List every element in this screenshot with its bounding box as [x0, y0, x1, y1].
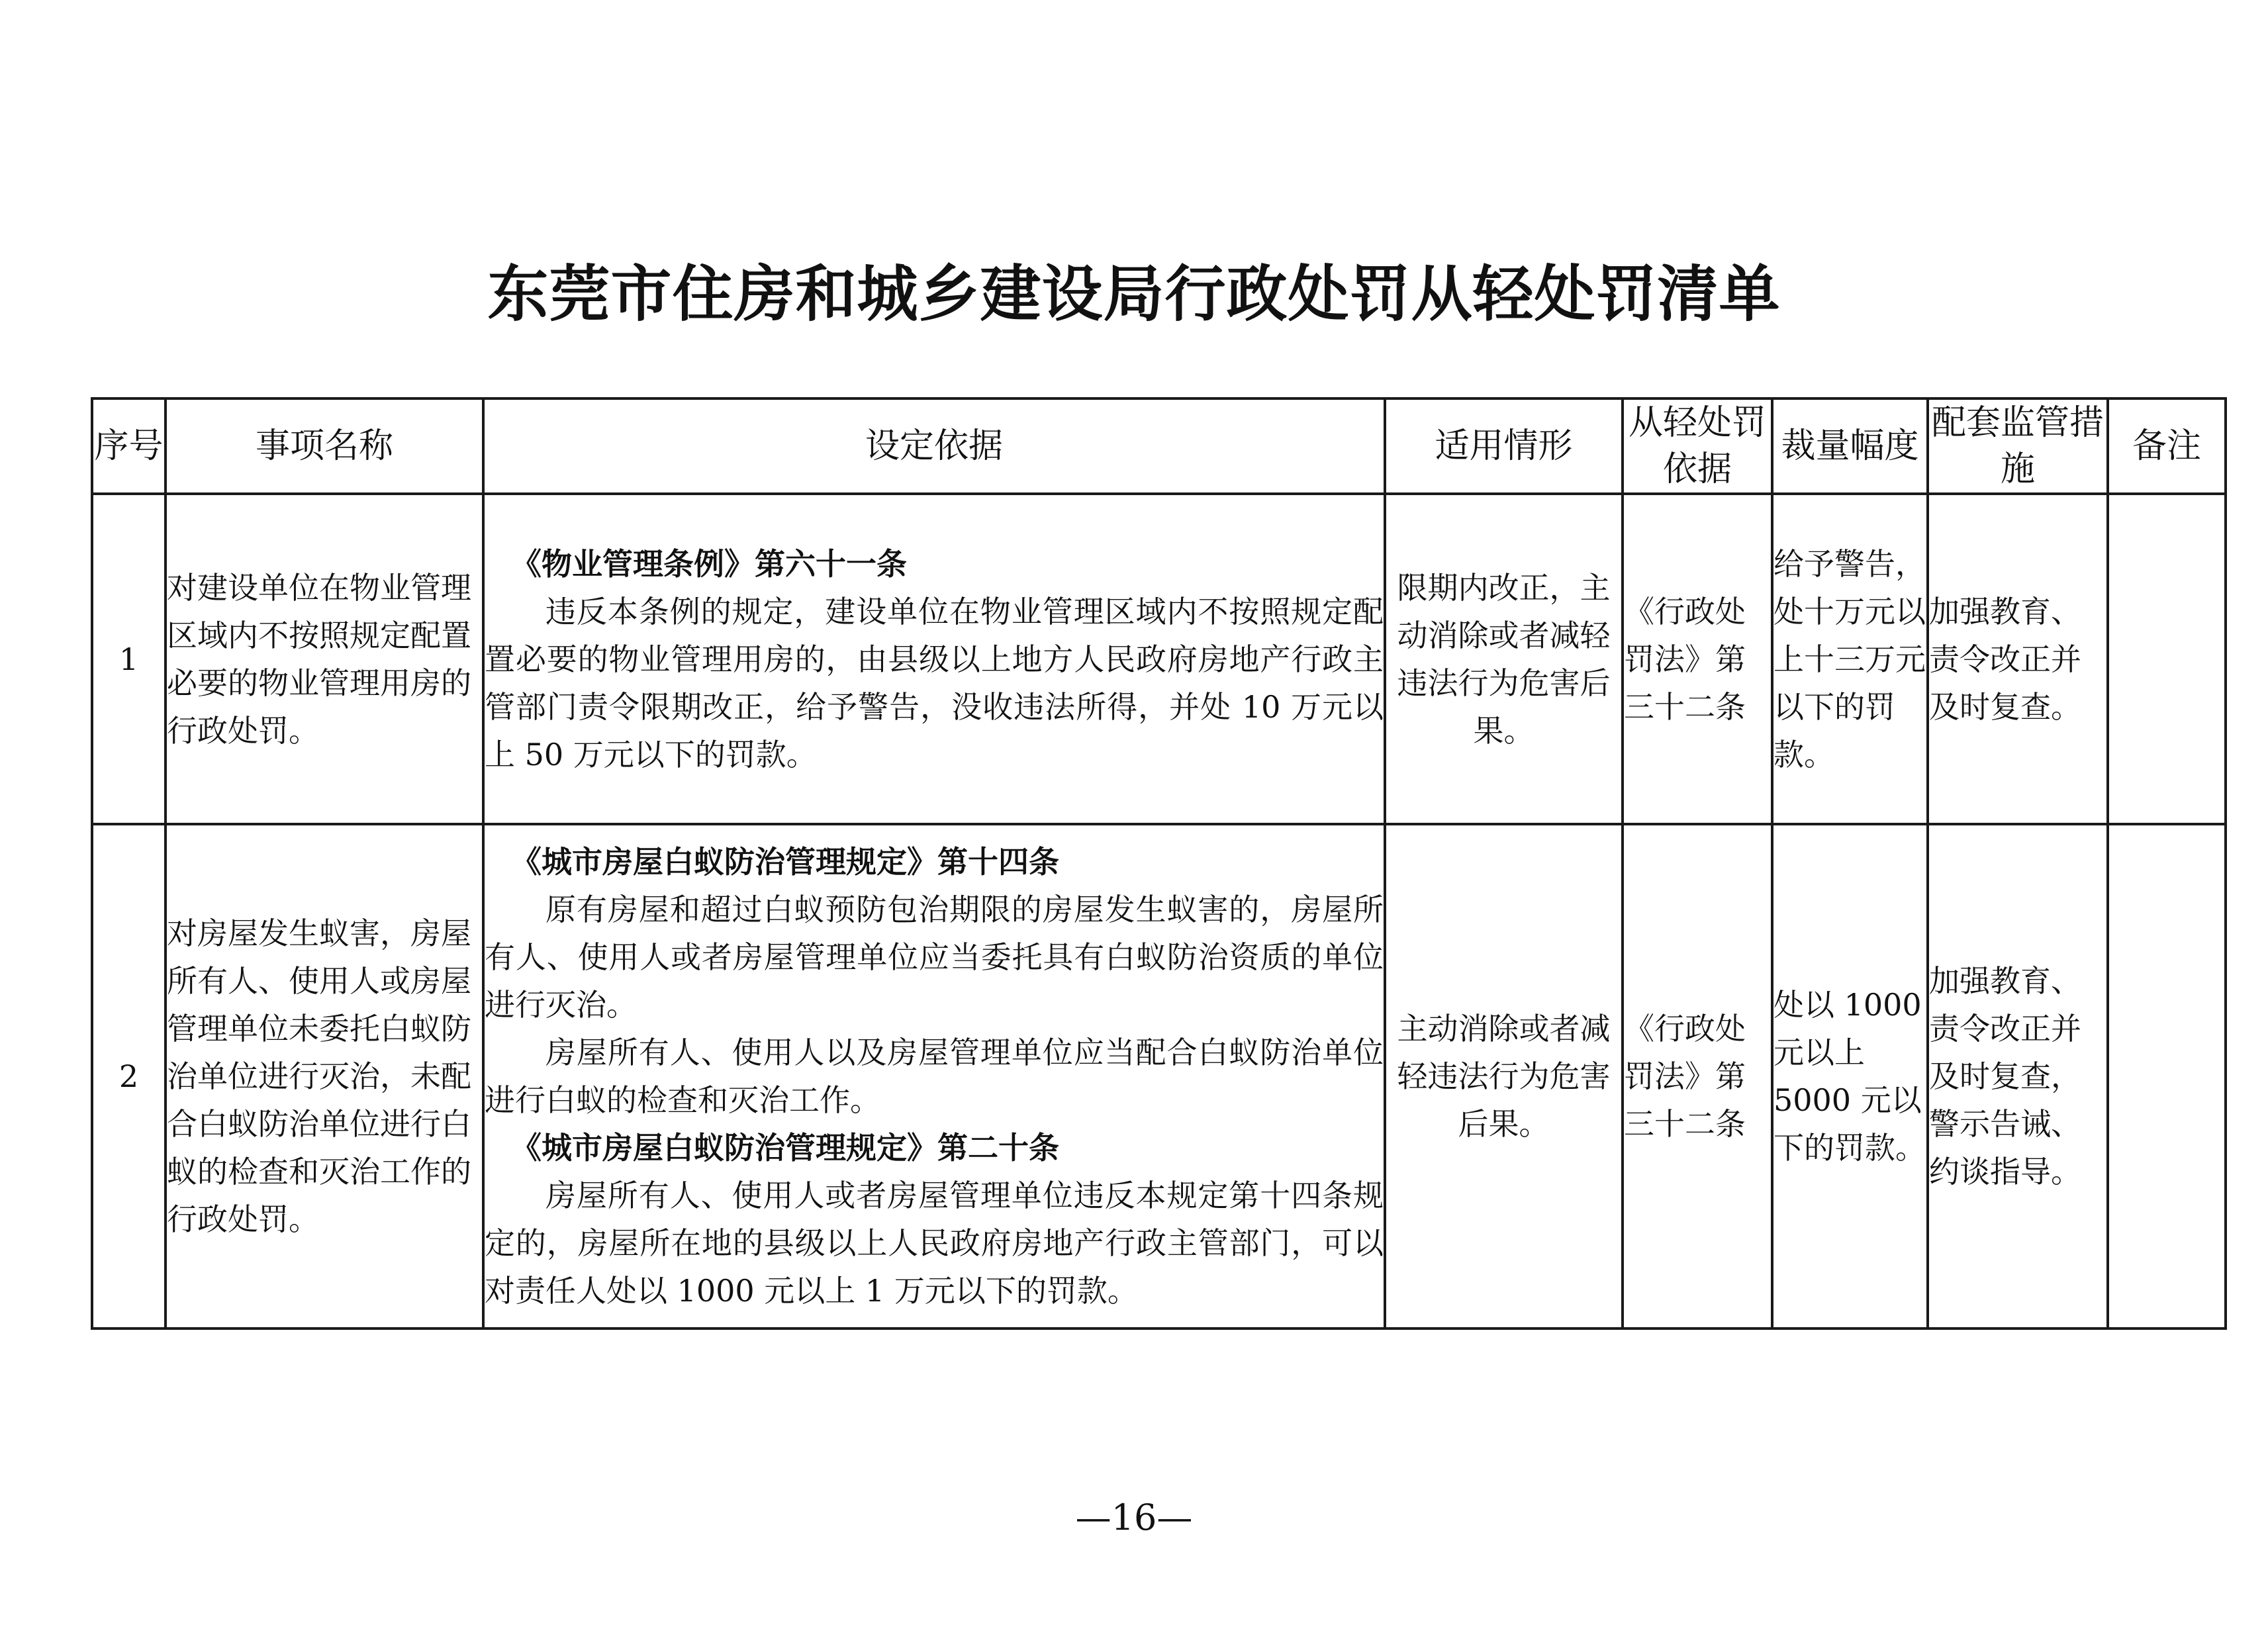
- cell-basis: [483, 494, 1385, 824]
- cell-reference: 《行政处罚法》第三十二条: [1623, 824, 1772, 1328]
- table-header-row: [92, 398, 2226, 494]
- header-measures: 配套监管措施: [1928, 398, 2108, 494]
- cell-range: 给予警告，处十万元以上十三万元以下的罚款。: [1772, 494, 1928, 824]
- law-title: 《城市房屋白蚁防治管理规定》第二十条: [511, 1130, 1059, 1166]
- cell-reference: 《行政处罚法》第三十二条: [1623, 494, 1772, 824]
- header-situation: 适用情形: [1385, 398, 1623, 494]
- cell-no: 2: [92, 824, 165, 1328]
- penalty-table: [91, 397, 2227, 1330]
- page-number: —16—: [1075, 1497, 1193, 1538]
- cell-remarks: [2108, 494, 2226, 824]
- header-remarks: 备注: [2108, 398, 2226, 494]
- page-title: 东莞市住房和城乡建设局行政处罚从轻处罚清单: [487, 259, 1781, 330]
- law-text: 房屋所有人、使用人以及房屋管理单位应当配合白蚁防治单位进行白蚁的检查和灭治工作。: [485, 1035, 1384, 1118]
- header-basis: 设定依据: [483, 398, 1385, 494]
- header-name: 事项名称: [165, 398, 483, 494]
- table-row: [92, 494, 2226, 824]
- cell-situation: 限期内改正，主动消除或者减轻违法行为危害后果。: [1385, 494, 1623, 824]
- cell-situation: 主动消除或者减轻违法行为危害后果。: [1385, 824, 1623, 1328]
- cell-measures: 加强教育、责令改正并及时复查。: [1928, 494, 2108, 824]
- header-range: 裁量幅度: [1772, 398, 1928, 494]
- cell-name: 对建设单位在物业管理区域内不按照规定配置必要的物业管理用房的行政处罚。: [165, 494, 483, 824]
- cell-remarks: [2108, 824, 2226, 1328]
- cell-name: 对房屋发生蚁害，房屋所有人、使用人或房屋管理单位未委托白蚁防治单位进行灭治，未配合白蚁防治单位进行白蚁的检查和灭治工作的行政处罚。: [165, 824, 483, 1328]
- cell-basis: [483, 824, 1385, 1328]
- table-row: [92, 824, 2226, 1328]
- header-reference: 从轻处罚依据: [1623, 398, 1772, 494]
- cell-no: 1: [92, 494, 165, 824]
- law-text: 房屋所有人、使用人或者房屋管理单位违反本规定第十四条规定的，房屋所在地的县级以上人民政府房地产行政主管部门，可以对责任人处以 1000 元以上 1 万元以下的罚款。: [485, 1178, 1384, 1309]
- law-text: 原有房屋和超过白蚁预防包治期限的房屋发生蚁害的，房屋所有人、使用人或者房屋管理单位应当委托具有白蚁防治资质的单位进行灭治。: [485, 892, 1384, 1023]
- law-title: 《物业管理条例》第六十一条: [511, 545, 907, 582]
- cell-measures: 加强教育、责令改正并及时复查，警示告诫、约谈指导。: [1928, 824, 2108, 1328]
- law-text: 违反本条例的规定，建设单位在物业管理区域内不按照规定配置必要的物业管理用房的，由县级以上地方人民政府房地产行政主管部门责令限期改正，给予警告，没收违法所得，并处 10 万元以上 50 万元以下的罚款。: [485, 593, 1384, 772]
- law-title: 《城市房屋白蚁防治管理规定》第十四条: [511, 844, 1059, 880]
- cell-range: 处以 1000 元以上 5000 元以下的罚款。: [1772, 824, 1928, 1328]
- header-no: 序号: [92, 398, 165, 494]
